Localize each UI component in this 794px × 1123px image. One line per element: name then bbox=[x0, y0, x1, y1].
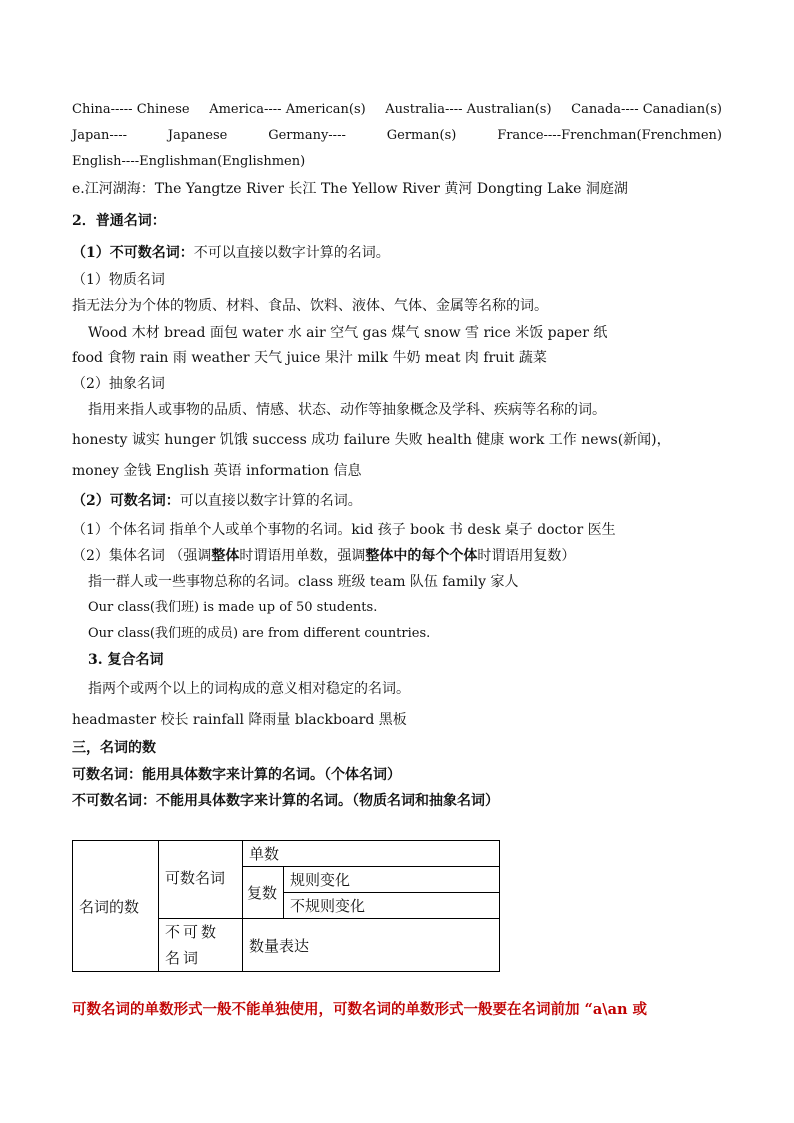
red-note: 可数名词的单数形式一般不能单独使用，可数名词的单数形式一般要在名词前加 “a\an 或 bbox=[72, 1001, 648, 1018]
countries-row-2 bbox=[72, 126, 722, 146]
uncountable-definition: 不可以直接以数字计算的名词。 bbox=[193, 245, 390, 261]
table-plural-cell: 复数 bbox=[243, 867, 284, 919]
countable-summary: 可数名词：能用具体数字来计算的名词。（个体名词） bbox=[72, 767, 401, 783]
countable-line bbox=[72, 491, 362, 511]
countries-row-3: English----Englishman(Englishmen) bbox=[72, 154, 306, 169]
compound-words: headmaster 校长 rainfall 降雨量 blackboard 黑板 bbox=[72, 712, 407, 728]
country-word: Japan---- bbox=[72, 128, 127, 143]
countable-definition: 可以直接以数字计算的名词。 bbox=[179, 493, 362, 509]
abstract-definition: 指用来指人或事物的品质、情感、状态、动作等抽象概念及学科、疾病等名称的词。 bbox=[88, 402, 606, 418]
collective-text: （2）集体名词 （强调 bbox=[72, 548, 212, 564]
country-pair: America---- American(s) bbox=[209, 102, 366, 117]
country-word: Germany---- bbox=[268, 128, 346, 143]
country-pair: Canada---- Canadian(s) bbox=[571, 102, 722, 117]
country-pair: China----- Chinese bbox=[72, 102, 190, 117]
section-3-title: 三，名词的数 bbox=[72, 740, 156, 756]
country-word: Japanese bbox=[167, 128, 228, 143]
material-definition: 指无法分为个体的物质、材料、食品、饮料、液体、气体、金属等名称的词。 bbox=[72, 298, 548, 314]
abstract-words-1: honesty 诚实 hunger 饥饿 success 成功 failure 失败 health 健康 work 工作 news(新闻)， bbox=[72, 432, 671, 448]
individual-noun-line: （1）个体名词 指单个人或单个事物的名词。kid 孩子 book 书 desk 桌子 doctor 医生 bbox=[72, 522, 616, 538]
table-quantity-cell: 数量表达 bbox=[243, 919, 500, 972]
uncountable-summary: 不可数名词：不能用具体数字来计算的名词。（物质名词和抽象名词） bbox=[72, 793, 499, 809]
noun-number-table bbox=[72, 840, 500, 972]
collective-noun-line bbox=[72, 546, 575, 566]
country-word: France----Frenchman(Frenchmen) bbox=[497, 128, 722, 143]
collective-text: 时谓语用单数，强调 bbox=[239, 548, 366, 564]
example-sentence-1: Our class(我们班) is made up of 50 students. bbox=[88, 600, 378, 615]
table-irregular-cell: 不规则变化 bbox=[284, 893, 500, 919]
uncountable-line bbox=[72, 243, 390, 263]
example-sentence-2: Our class(我们班的成员) are from different countries. bbox=[88, 626, 431, 641]
countable-heading: （2）可数名词： bbox=[72, 493, 180, 509]
compound-title: 3. 复合名词 bbox=[88, 652, 164, 668]
table-singular-cell: 单数 bbox=[243, 841, 500, 867]
table-countable-cell: 可数名词 bbox=[159, 841, 243, 919]
country-word: German(s) bbox=[386, 128, 457, 143]
table-uncountable-cell: 不可数名词 bbox=[159, 919, 243, 972]
material-words-2: food 食物 rain 雨 weather 天气 juice 果汁 milk 牛奶 meat 肉 fruit 蔬菜 bbox=[72, 350, 547, 366]
material-title: （1）物质名词 bbox=[72, 272, 165, 288]
material-words-1: Wood 木材 bread 面包 water 水 air 空气 gas 煤气 snow 雪 rice 米饭 paper 纸 bbox=[88, 325, 608, 341]
section-2-title: 2．普通名词： bbox=[72, 213, 166, 229]
collective-definition: 指一群人或一些事物总称的名词。class 班级 team 队伍 family 家人 bbox=[88, 574, 519, 590]
table-regular-cell: 规则变化 bbox=[284, 867, 500, 893]
abstract-words-2: money 金钱 English 英语 information 信息 bbox=[72, 463, 362, 479]
collective-emphasis: 整体中的每个个体 bbox=[365, 548, 478, 564]
country-pair: Australia---- Australian(s) bbox=[385, 102, 552, 117]
table-root-cell: 名词的数 bbox=[73, 841, 159, 972]
collective-text: 时谓语用复数） bbox=[477, 548, 576, 564]
abstract-title: （2）抽象名词 bbox=[72, 376, 165, 392]
compound-definition: 指两个或两个以上的词构成的意义相对稳定的名词。 bbox=[88, 681, 410, 697]
uncountable-heading: （1）不可数名词： bbox=[72, 245, 194, 261]
countries-row-1 bbox=[72, 100, 722, 120]
collective-emphasis: 整体 bbox=[211, 548, 240, 564]
rivers-line: e.江河湖海：The Yangtze River 长江 The Yellow River 黄河 Dongting Lake 洞庭湖 bbox=[72, 181, 628, 197]
